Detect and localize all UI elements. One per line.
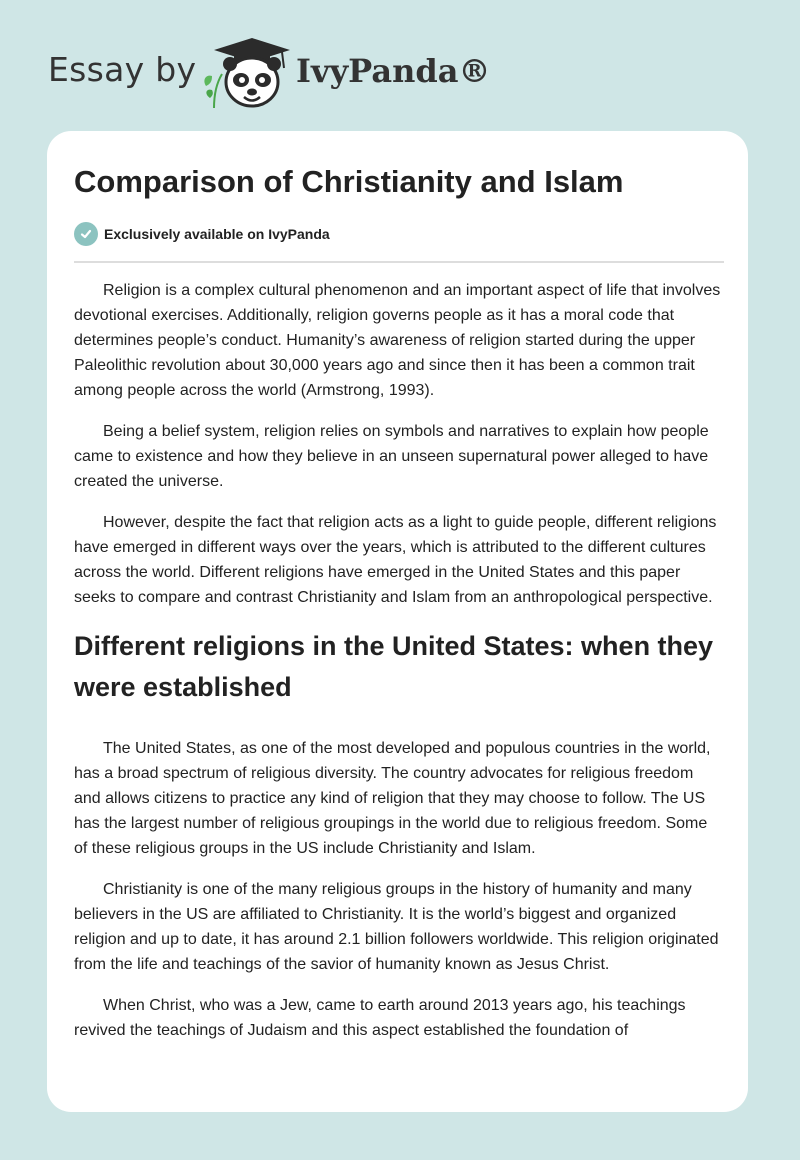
site-header (48, 36, 748, 108)
exclusive-badge (74, 222, 330, 246)
paragraph: Being a belief system, religion relies on symbols and narratives to explain how people came to existence and how they believe in an unseen supernatural power alleged to have created the universe. (74, 423, 709, 490)
paragraph: The United States, as one of the most developed and populous countries in the world, has a broad spectrum of religious diversity. The country advocates for religious freedom and allows citizens to practice any kind of religion that they may choose to follow. The US has the largest number of religious groupings in the world due to religious freedom. Some of these religious groups in the US include Christianity and Islam. (74, 740, 711, 857)
paragraph: Christianity is one of the many religious groups in the history of humanity and many believers in the US are affiliated to Christianity. It is the world’s biggest and organized religion and up to date, it has around 2.1 billion followers worldwide. This religion originated from the life and teachings of the savior of humanity known as Jesus Christ. (74, 881, 719, 973)
essay-card (47, 131, 748, 1112)
panda-mascot-icon (200, 36, 290, 108)
divider (74, 261, 724, 263)
paragraph: Religion is a complex cultural phenomenon and an important aspect of life that involves devotional exercises. Additionally, religion governs people as it has a moral code that determines people’s conduct. Humanity’s awareness of religion started during the upper Paleolithic revolution about 30,000 years ago and since then it has been a common trait among people across the world (Armstrong, 1993). (74, 282, 721, 399)
exclusive-label: Exclusively available on IvyPanda (104, 226, 330, 242)
essay-by-label: Essay by (48, 50, 197, 89)
page-title: Comparison of Christianity and Islam (74, 164, 624, 199)
article-body (74, 278, 724, 1059)
ivypanda-logo[interactable] (200, 36, 290, 108)
brand-name[interactable]: IvyPanda® (296, 52, 491, 90)
check-icon (74, 222, 98, 246)
section-heading: Different religions in the United States: when they were established (74, 631, 714, 702)
paragraph: However, despite the fact that religion acts as a light to guide people, different religions have emerged in different ways over the years, which is attributed to the different cultures across the world. Different religions have emerged in the United States and this paper seeks to compare and contrast Christianity and Islam from an anthropological perspective. (74, 514, 717, 606)
paragraph: When Christ, who was a Jew, came to earth around 2013 years ago, his teachings revived the teachings of Judaism and this aspect established the foundation of (74, 997, 686, 1039)
